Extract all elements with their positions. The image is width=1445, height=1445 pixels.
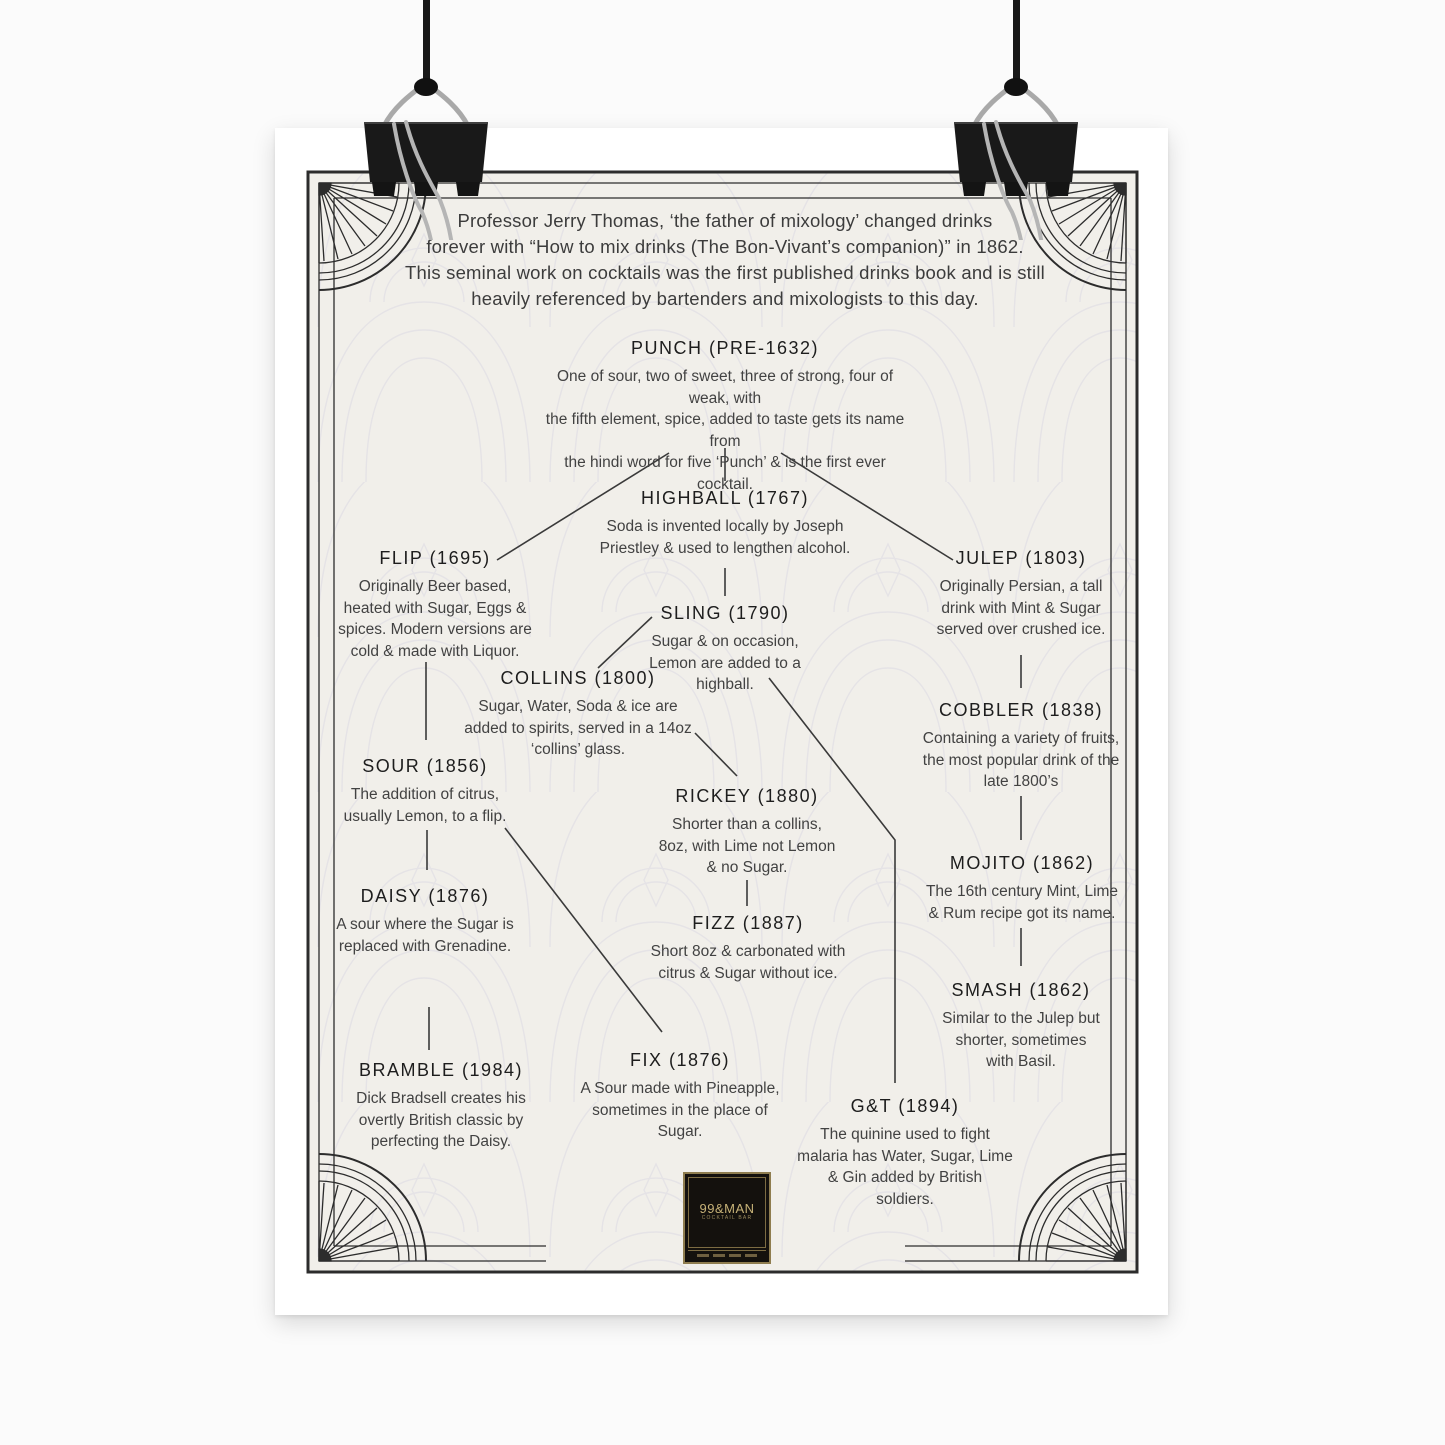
node-line: The addition of citrus, <box>350 786 500 803</box>
node-line: & Gin added by British <box>827 1169 983 1186</box>
node-line: heated with Sugar, Eggs & <box>343 599 527 617</box>
node-line: Priestley & used to lengthen alcohol. <box>599 539 851 557</box>
node-line: Dick Bradsell creates his <box>356 1090 526 1107</box>
node-line: served over crushed ice. <box>936 621 1106 638</box>
binder-clip-right <box>936 0 1096 240</box>
node-line: Shorter than a collins, <box>672 816 822 833</box>
node-line: shorter, sometimes <box>955 1031 1087 1049</box>
logo-frame <box>688 1177 766 1248</box>
tree-node-punch <box>535 338 915 495</box>
node-line: A sour where the Sugar is <box>336 916 514 933</box>
tree-node-smash <box>831 980 1211 1073</box>
node-title: MOJITO (1862) <box>949 853 1095 873</box>
node-line: Originally Beer based, <box>358 578 512 595</box>
header-line: Professor Jerry Thomas, ‘the father of mixology’ changed drinks <box>457 210 993 231</box>
node-title: PUNCH (PRE-1632) <box>630 338 820 358</box>
node-line: Soda is invented locally by Joseph <box>606 518 844 535</box>
node-line: late 1800’s <box>983 773 1059 790</box>
node-line: Originally Persian, a tall <box>939 578 1103 595</box>
node-line: ‘collins’ glass. <box>530 741 626 758</box>
node-line: sometimes in the place of <box>592 1101 768 1119</box>
node-line: perfecting the Daisy. <box>370 1133 512 1150</box>
node-line: A Sour made with Pineapple, <box>580 1080 780 1097</box>
node-line: Sugar, Water, Soda & ice are <box>478 698 678 715</box>
cord-knot <box>1004 78 1028 96</box>
node-line: Containing a variety of fruits, <box>922 730 1120 747</box>
node-line: spices. Modern versions are <box>338 621 532 638</box>
node-title: SLING (1790) <box>660 603 790 623</box>
logo-name: 99&MAN <box>699 1201 755 1216</box>
header-line: forever with “How to mix drinks (The Bon-Vivant’s companion)” in 1862. <box>426 236 1024 257</box>
node-line: Short 8oz & carbonated with <box>650 943 846 960</box>
header-line: heavily referenced by bartenders and mixologists to this day. <box>471 288 979 309</box>
node-title: SOUR (1856) <box>362 756 488 776</box>
node-line: One of sour, two of sweet, three of strong, four of weak, with <box>556 368 893 407</box>
node-title: FIZZ (1887) <box>692 913 804 933</box>
node-line: replaced with Grenadine. <box>338 937 512 955</box>
node-title: FIX (1876) <box>629 1050 731 1070</box>
node-line: Lemon are added to a <box>649 654 801 672</box>
node-line: The 16th century Mint, Lime <box>925 883 1119 900</box>
node-line: 8oz, with Lime not Lemon <box>658 837 836 855</box>
node-title: BRAMBLE (1984) <box>358 1060 524 1080</box>
node-line: Sugar. <box>657 1123 703 1140</box>
node-line: highball. <box>696 676 754 693</box>
node-line: the most popular drink of the <box>922 751 1120 769</box>
node-title: DAISY (1876) <box>360 886 490 906</box>
logo-badge <box>683 1172 771 1264</box>
binder-clip-left <box>346 0 506 240</box>
tree-node-gt <box>715 1096 1095 1210</box>
node-line: with Basil. <box>986 1053 1056 1070</box>
node-title: RICKEY (1880) <box>675 786 819 806</box>
tree-node-cobbler <box>831 700 1211 793</box>
node-line: added to spirits, served in a 14oz <box>464 719 692 737</box>
logo-subtitle: COCKTAIL BAR <box>701 1215 753 1221</box>
cord-knot <box>414 78 438 96</box>
node-line: & Rum recipe got its name. <box>928 904 1116 922</box>
node-line: malaria has Water, Sugar, Lime <box>797 1147 1013 1165</box>
node-line: overtly British classic by <box>358 1111 524 1129</box>
tree-node-collins <box>388 668 768 761</box>
poster-sheet <box>275 128 1168 1315</box>
node-title: HIGHBALL (1767) <box>641 488 809 508</box>
node-line: usually Lemon, to a flip. <box>343 807 507 825</box>
node-line: drink with Mint & Sugar <box>941 599 1101 617</box>
node-line: Sugar & on occasion, <box>651 633 799 650</box>
tree-node-fizz <box>558 913 938 984</box>
node-title: COBBLER (1838) <box>938 700 1104 720</box>
node-line: Similar to the Julep but <box>942 1010 1100 1027</box>
logo-bottom-band <box>688 1250 766 1259</box>
node-line: The quinine used to fight <box>820 1126 990 1143</box>
node-title: JULEP (1803) <box>955 548 1087 568</box>
header-line: This seminal work on cocktails was the first published drinks book and is still <box>405 262 1045 283</box>
node-line: soldiers. <box>876 1190 934 1208</box>
node-line: & no Sugar. <box>706 859 788 876</box>
node-title: COLLINS (1800) <box>500 668 656 688</box>
node-title: FLIP (1695) <box>379 548 491 568</box>
node-line: citrus & Sugar without ice. <box>658 964 838 982</box>
node-line: the fifth element, spice, added to taste gets its name from <box>545 411 905 450</box>
node-title: G&T (1894) <box>850 1096 960 1116</box>
node-title: SMASH (1862) <box>951 980 1091 1000</box>
node-line: cold & made with Liquor. <box>350 642 520 660</box>
node-line: the hindi word for five ‘Punch’ & is the first ever cocktail. <box>564 454 886 493</box>
